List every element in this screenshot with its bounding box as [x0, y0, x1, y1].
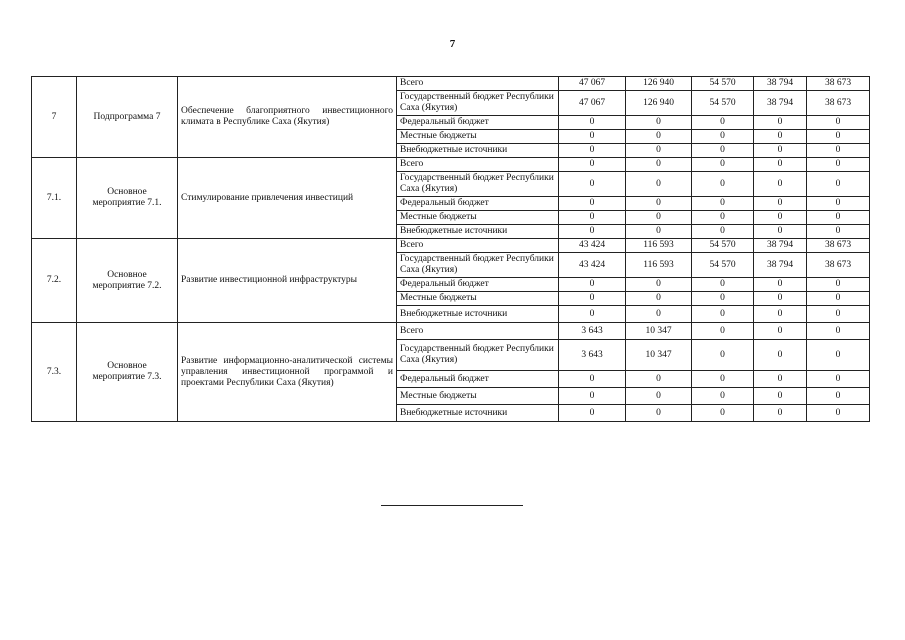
table-row [32, 158, 870, 172]
funding-value: 0 [754, 323, 807, 340]
item-name: Основное мероприятие 7.2. [77, 239, 178, 323]
funding-value: 0 [807, 340, 870, 371]
funding-source: Внебюджетные источники [397, 405, 559, 422]
funding-value: 0 [692, 340, 754, 371]
funding-value: 0 [754, 158, 807, 172]
funding-value: 0 [754, 130, 807, 144]
funding-value: 0 [626, 225, 692, 239]
item-number: 7 [32, 77, 77, 158]
funding-value: 126 940 [626, 77, 692, 91]
funding-value: 0 [754, 405, 807, 422]
funding-value: 0 [754, 144, 807, 158]
funding-value: 0 [626, 292, 692, 306]
funding-value: 0 [807, 116, 870, 130]
funding-value: 0 [754, 116, 807, 130]
budget-table-body [32, 77, 870, 422]
item-name: Основное мероприятие 7.3. [77, 323, 178, 422]
funding-source: Государственный бюджет Республики Саха (Якутия) [397, 91, 559, 116]
funding-value: 54 570 [692, 253, 754, 278]
funding-value: 0 [692, 371, 754, 388]
funding-value: 0 [626, 211, 692, 225]
funding-value: 0 [626, 278, 692, 292]
funding-source: Всего [397, 158, 559, 172]
funding-source: Местные бюджеты [397, 130, 559, 144]
funding-value: 38 673 [807, 77, 870, 91]
funding-value: 0 [807, 211, 870, 225]
item-name: Основное мероприятие 7.1. [77, 158, 178, 239]
item-description: Развитие инвестиционной инфраструктуры [178, 239, 397, 323]
funding-value: 54 570 [692, 239, 754, 253]
funding-value: 47 067 [559, 77, 626, 91]
funding-source: Внебюджетные источники [397, 225, 559, 239]
funding-value: 0 [807, 172, 870, 197]
funding-value: 0 [807, 292, 870, 306]
funding-value: 0 [692, 158, 754, 172]
funding-value: 38 794 [754, 91, 807, 116]
funding-value: 126 940 [626, 91, 692, 116]
funding-value: 0 [559, 116, 626, 130]
funding-value: 0 [692, 225, 754, 239]
funding-value: 0 [692, 172, 754, 197]
funding-value: 0 [692, 388, 754, 405]
funding-value: 43 424 [559, 239, 626, 253]
funding-value: 0 [754, 306, 807, 323]
funding-value: 0 [754, 211, 807, 225]
page-number: 7 [449, 38, 456, 50]
funding-value: 10 347 [626, 323, 692, 340]
funding-value: 0 [559, 292, 626, 306]
funding-value: 0 [754, 340, 807, 371]
funding-value: 0 [626, 158, 692, 172]
funding-value: 47 067 [559, 91, 626, 116]
item-number: 7.1. [32, 158, 77, 239]
item-number: 7.2. [32, 239, 77, 323]
funding-value: 0 [807, 306, 870, 323]
funding-value: 38 794 [754, 239, 807, 253]
item-description: Развитие информационно-аналитической системы управления инвестиционной программой и проектами Республики Саха (Якутия) [178, 323, 397, 422]
funding-value: 0 [692, 278, 754, 292]
funding-value: 0 [807, 371, 870, 388]
funding-value: 38 794 [754, 77, 807, 91]
funding-value: 0 [559, 144, 626, 158]
funding-value: 0 [754, 388, 807, 405]
funding-value: 116 593 [626, 239, 692, 253]
funding-source: Всего [397, 323, 559, 340]
funding-value: 0 [626, 116, 692, 130]
funding-value: 0 [692, 130, 754, 144]
funding-value: 0 [807, 278, 870, 292]
budget-table [31, 76, 870, 422]
funding-value: 0 [559, 130, 626, 144]
funding-value: 0 [692, 197, 754, 211]
funding-value: 0 [754, 278, 807, 292]
funding-value: 38 673 [807, 253, 870, 278]
funding-value: 54 570 [692, 91, 754, 116]
funding-value: 0 [807, 158, 870, 172]
funding-value: 0 [754, 292, 807, 306]
funding-value: 0 [626, 144, 692, 158]
funding-value: 10 347 [626, 340, 692, 371]
funding-source: Местные бюджеты [397, 211, 559, 225]
funding-value: 0 [559, 371, 626, 388]
funding-value: 0 [807, 405, 870, 422]
item-description: Обеспечение благоприятного инвестиционного климата в Республике Саха (Якутия) [178, 77, 397, 158]
funding-source: Федеральный бюджет [397, 371, 559, 388]
funding-source: Государственный бюджет Республики Саха (Якутия) [397, 340, 559, 371]
funding-value: 43 424 [559, 253, 626, 278]
funding-value: 0 [626, 130, 692, 144]
funding-value: 0 [807, 225, 870, 239]
funding-source: Внебюджетные источники [397, 144, 559, 158]
item-name: Подпрограмма 7 [77, 77, 178, 158]
funding-value: 0 [692, 211, 754, 225]
funding-value: 0 [559, 225, 626, 239]
funding-value: 3 643 [559, 340, 626, 371]
funding-value: 0 [626, 197, 692, 211]
item-description: Стимулирование привлечения инвестиций [178, 158, 397, 239]
table-row [32, 239, 870, 253]
funding-value: 54 570 [692, 77, 754, 91]
funding-value: 0 [692, 405, 754, 422]
funding-value: 0 [692, 116, 754, 130]
footnote-separator [381, 505, 523, 506]
funding-value: 0 [754, 371, 807, 388]
funding-source: Всего [397, 239, 559, 253]
funding-source: Государственный бюджет Республики Саха (Якутия) [397, 172, 559, 197]
funding-value: 0 [559, 158, 626, 172]
funding-value: 0 [626, 388, 692, 405]
funding-value: 0 [626, 306, 692, 323]
funding-value: 0 [692, 306, 754, 323]
funding-value: 0 [692, 323, 754, 340]
funding-value: 0 [559, 211, 626, 225]
funding-value: 0 [559, 172, 626, 197]
funding-value: 0 [807, 323, 870, 340]
funding-value: 0 [754, 172, 807, 197]
funding-value: 0 [807, 197, 870, 211]
funding-value: 0 [754, 225, 807, 239]
funding-value: 0 [559, 278, 626, 292]
funding-value: 0 [692, 292, 754, 306]
funding-value: 38 794 [754, 253, 807, 278]
funding-value: 0 [807, 130, 870, 144]
table-row [32, 323, 870, 340]
funding-source: Государственный бюджет Республики Саха (Якутия) [397, 253, 559, 278]
funding-value: 0 [692, 144, 754, 158]
funding-value: 3 643 [559, 323, 626, 340]
funding-value: 0 [559, 197, 626, 211]
funding-source: Местные бюджеты [397, 292, 559, 306]
funding-value: 0 [559, 405, 626, 422]
funding-source: Внебюджетные источники [397, 306, 559, 323]
funding-value: 0 [626, 172, 692, 197]
funding-value: 0 [807, 144, 870, 158]
funding-value: 0 [559, 388, 626, 405]
funding-value: 0 [754, 197, 807, 211]
funding-source: Всего [397, 77, 559, 91]
item-number: 7.3. [32, 323, 77, 422]
funding-value: 38 673 [807, 91, 870, 116]
funding-source: Федеральный бюджет [397, 278, 559, 292]
table-row [32, 77, 870, 91]
funding-value: 38 673 [807, 239, 870, 253]
funding-source: Местные бюджеты [397, 388, 559, 405]
funding-value: 0 [626, 371, 692, 388]
funding-value: 0 [559, 306, 626, 323]
funding-value: 116 593 [626, 253, 692, 278]
funding-source: Федеральный бюджет [397, 197, 559, 211]
funding-value: 0 [807, 388, 870, 405]
funding-source: Федеральный бюджет [397, 116, 559, 130]
funding-value: 0 [626, 405, 692, 422]
